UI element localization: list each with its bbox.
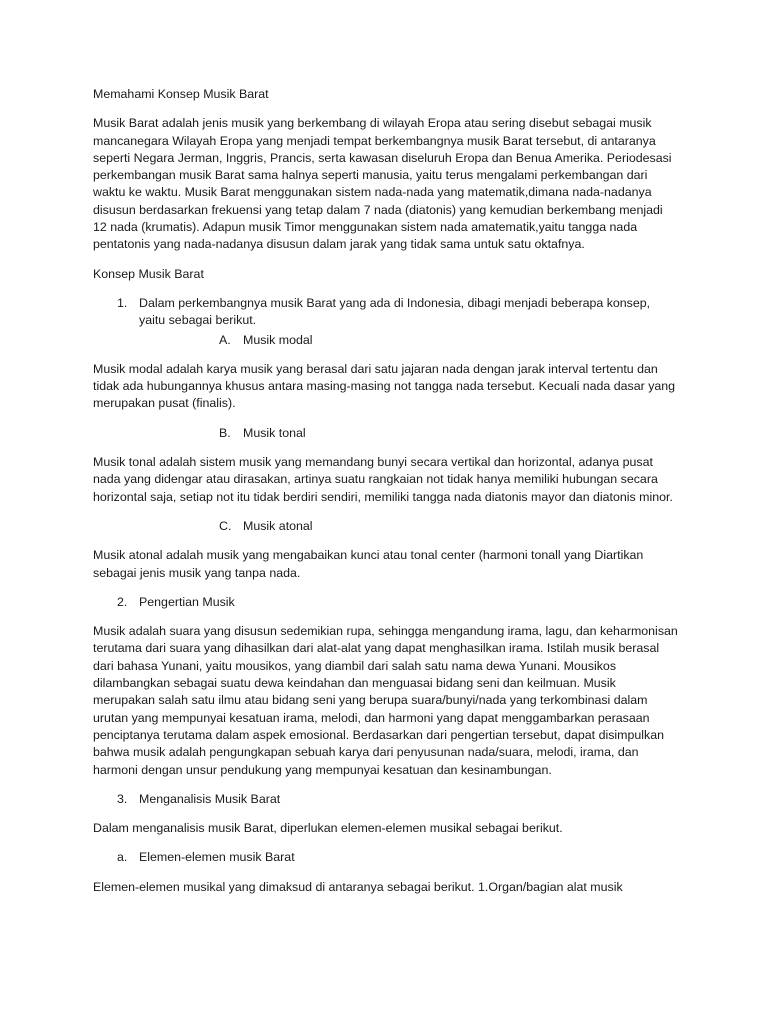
list-number: 1. — [117, 295, 128, 310]
list-item-2 — [93, 594, 679, 611]
sub-heading-a — [93, 332, 679, 349]
sub-title: Musik tonal — [243, 425, 306, 440]
sub-title: Musik atonal — [243, 518, 313, 533]
sub-title: Elemen-elemen musik Barat — [139, 850, 295, 865]
list-number: 2. — [117, 594, 128, 609]
section-heading-konsep: Konsep Musik Barat — [93, 266, 204, 281]
list-item-title: Menganalisis Musik Barat — [139, 791, 281, 806]
paragraph-elemen: Elemen-elemen musikal yang dimaksud di antaranya sebagai berikut. 1.Organ/bagian alat musik — [93, 879, 623, 894]
sub-letter: A. — [219, 332, 231, 347]
sub-heading-b — [93, 425, 679, 442]
sub-item-a — [93, 849, 679, 866]
intro-paragraph: Musik Barat adalah jenis musik yang berkembang di wilayah Eropa atau sering disebut sebagai musik mancanegara Wilayah Eropa yang menjadi tempat berkembangnya musik Barat tersebut, di antaranya seperti Negara Jerman, Inggris, Prancis, serta kawasan diseluruh Eropa dan Benua Amerika. Periodesasi perkembangan musik Barat sama halnya seperti manusia, yaitu terus mengalami perkembangan dari waktu ke waktu. Musik Barat menggunakan sistem nada-nada yang matematik,dimana nada-nadanya disusun berdasarkan frekuensi yang tetap dalam 7 nada (diatonis) yang kemudian berkembang menjadi 12 nada (krumatis). Adapun musik Timor menggunakan sistem nada amatematik,yaitu tangga nada pentatonis yang nada-nadanya disusun dalam jarak yang tidak sama untuk satu oktafnya. — [93, 116, 672, 252]
sub-title: Musik modal — [243, 332, 313, 347]
document-page — [93, 86, 679, 908]
paragraph-musik-modal: Musik modal adalah karya musik yang berasal dari satu jajaran nada dengan jarak interval tertentu dan tidak ada hubungannya khusus antara masing-masing not tangga nada tersebut. Kecuali nada dasar yang merupakan pusat (finalis). — [93, 361, 676, 411]
paragraph-musik-atonal: Musik atonal adalah musik yang mengabaikan kunci atau tonal center (harmoni tonall yang Diartikan sebagai jenis musik yang tanpa nada. — [93, 548, 644, 580]
list-number: 3. — [117, 791, 128, 806]
sub-letter: C. — [219, 518, 232, 533]
list-item-1 — [93, 295, 679, 330]
paragraph-musik-tonal: Musik tonal adalah sistem musik yang memandang bunyi secara vertikal dan horizontal, adanya pusat nada yang didengar atau dirasakan, artinya suatu rangkaian not tidak hanya memiliki hubungan secara horizontal saja, setiap not itu tidak berdiri sendiri, memiliki tangga nada diatonis mayor dan diatonis minor. — [93, 455, 673, 504]
list-item-title: Pengertian Musik — [139, 594, 235, 609]
sub-letter: a. — [117, 850, 128, 865]
paragraph-pengertian-musik: Musik adalah suara yang disusun sedemikian rupa, sehingga mengandung irama, lagu, dan keharmonisan terutama dari suara yang dihasilkan dari alat-alat yang dapat menghasilkan irama. Istilah musik berasal dari bahasa Yunani, yaitu mousikos, yang diambil dari salah satu nama dewa Yunani. Mousikos dilambangkan sebagai suatu dewa keindahan dan menguasai bidang seni dan keilmuan. Musik merupakan salah satu ilmu atau bidang seni yang berupa suara/bunyi/nada yang terkombinasi dalam urutan yang mempunyai kesatuan irama, melodi, dan harmoni yang dapat menggambarkan perasaan penciptanya terutama dalam aspek emosional. Berdasarkan dari pengertian tersebut, dapat disimpulkan bahwa musik adalah pengungkapan sebuah karya dari penyusunan nada/suara, melodi, irama, dan harmoni dengan unsur pendukung yang mempunyai kesatuan dan kesinambungan. — [93, 624, 678, 777]
paragraph-menganalisis: Dalam menganalisis musik Barat, diperlukan elemen-elemen musikal sebagai berikut. — [93, 821, 563, 836]
sub-letter: B. — [219, 425, 231, 440]
list-item-3 — [93, 791, 679, 808]
sub-heading-c — [93, 518, 679, 535]
document-title: Memahami Konsep Musik Barat — [93, 87, 269, 101]
list-item-text: Dalam perkembangnya musik Barat yang ada di Indonesia, dibagi menjadi beberapa konsep, yaitu sebagai berikut. — [139, 295, 651, 328]
